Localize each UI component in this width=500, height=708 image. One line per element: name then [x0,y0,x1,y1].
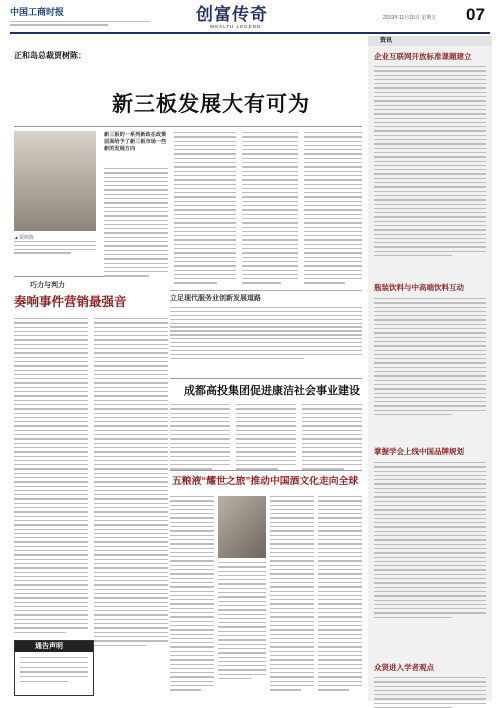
paper-name: 中国工商时报 [10,7,65,17]
main-headline: 新三板发展大有可为 [112,93,310,116]
story3-col-c [302,404,362,470]
sidebar-text-1 [374,66,486,256]
story4-col-b [218,562,266,679]
story3-headline: 成都高投集团促进康洁社会事业建设 [184,385,360,397]
story4-headline: 五粮液“耀世之旅”推动中国酒文化走向全球 [172,476,359,487]
sidebar-headline-3: 掌握学会上线中国品牌规划 [374,447,464,456]
story2-col-a [14,318,88,633]
portrait-photo [14,131,96,231]
story2-headline: 奏响事件营销最强音 [14,295,127,309]
caption-text [14,241,96,254]
right-sidebar [368,36,492,701]
sidebar-title: 资讯 [380,38,393,44]
sidebar-text-3 [374,462,486,618]
story3-rule [170,378,362,379]
notice-title: 通告声明 [35,643,63,650]
story3-col-b [236,404,296,470]
sidebar-headline-1: 企业互联网开放标准课题建立 [374,52,472,61]
main-story-col-2 [174,132,236,284]
notice-text [20,657,88,682]
story-divider [14,276,104,277]
story4-rule [170,470,362,471]
story2-col-b [94,318,168,646]
story4-col-a [170,496,214,691]
sidebar-headline-4: 众贤进入学者观点 [374,663,434,672]
story4-photo [218,496,266,558]
main-story-col-1 [104,168,168,277]
photo-caption: ▲贾树陈 [14,235,34,241]
masthead-info [10,21,150,26]
mid-headline-1: 立足现代服务业创新发展道路 [170,295,261,302]
masthead-rule [10,32,490,34]
masthead [0,0,500,34]
headline-rule [14,126,362,127]
section-title: 创富传奇 [196,5,268,24]
sidebar-headline-2: 瓶装饮料与中高端饮料互动 [374,283,464,292]
story3-col-a [170,404,230,470]
sidebar-text-4 [374,677,486,708]
main-story-col-3 [242,132,298,284]
section-english: WEALTH LEGEND [210,24,262,29]
story2-kicker: 巧力与判力 [30,282,65,289]
notice-box [14,640,94,696]
main-story-col-4 [304,132,362,284]
mid-band-text [170,307,362,359]
notice-header [15,641,93,652]
sidebar-text-2 [374,298,486,415]
mid-band [170,290,362,370]
story4-col-c [270,496,314,691]
subhead: 新三板的一系列新政在政策层面给予了新三板市场一些新的发展方向 [104,132,167,152]
story4-col-d [318,496,362,691]
page-number: 07 [466,5,485,24]
kicker: 正和岛总裁贾树陈： [14,51,86,60]
sidebar-header [368,36,492,46]
date-line: 2019年11月15日 星期五 [383,15,437,21]
